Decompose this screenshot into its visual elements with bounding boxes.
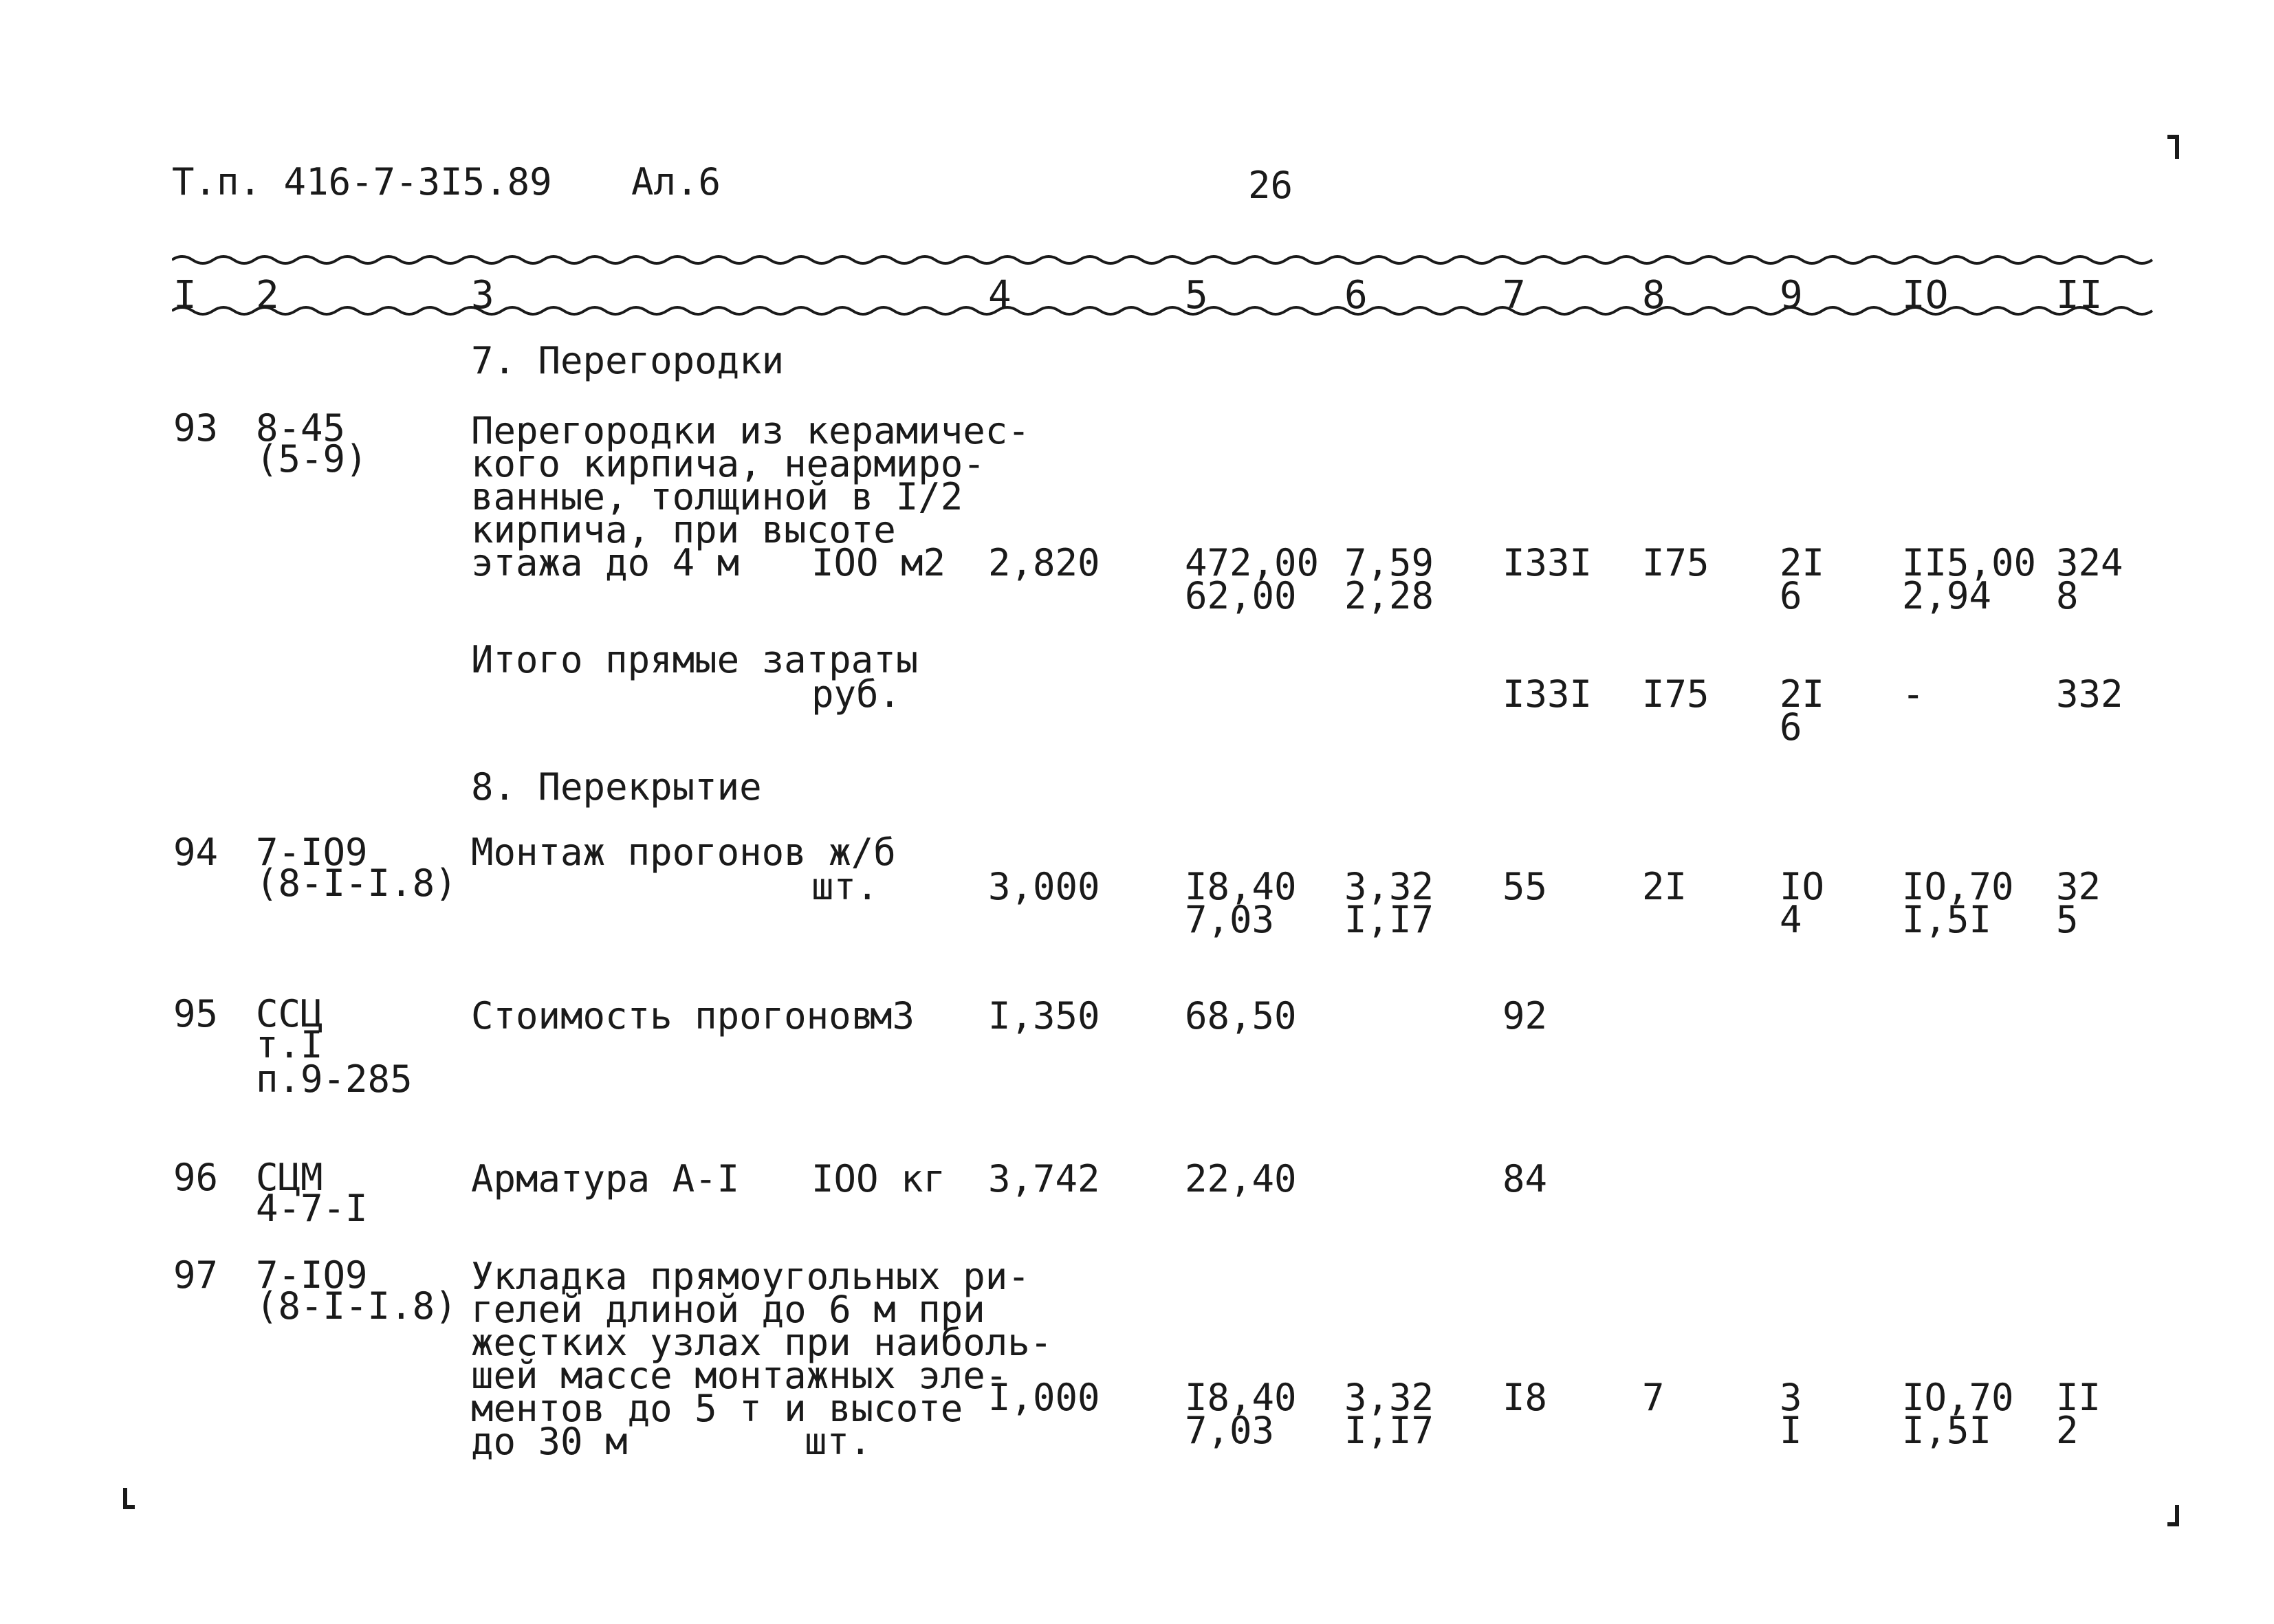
unit-cost: 22,40 <box>1185 1157 1297 1200</box>
total-machine-cost: 2I <box>1780 541 1825 584</box>
header-top-rule <box>172 248 2159 268</box>
total-wages: 2I <box>1642 865 1687 908</box>
total-labor-machinists: 5 <box>2056 898 2079 941</box>
work-description: Укладка прямоугольных ри- <box>471 1255 1030 1298</box>
total-labor: 324 <box>2056 541 2123 584</box>
subtotal-labor-cost: - <box>1902 672 1925 716</box>
unit-of-measure: шт. <box>805 1420 872 1463</box>
unit-cost: 68,50 <box>1185 994 1297 1038</box>
row-number: 97 <box>173 1253 219 1297</box>
labor-cost: IO,70 <box>1902 865 2014 908</box>
column-number: 9 <box>1780 273 1803 318</box>
norm-code: т.I <box>256 1023 323 1066</box>
labor-cost-machinists: I,5I <box>1902 1409 1992 1452</box>
work-description: ментов до 5 т и высоте <box>471 1387 963 1430</box>
quantity: I,350 <box>988 994 1100 1038</box>
total-machine-wages: 4 <box>1780 898 1802 941</box>
total-wages: I75 <box>1642 541 1709 584</box>
row-number: 96 <box>173 1156 219 1199</box>
quantity: 2,820 <box>988 541 1100 584</box>
machine-cost-wages: 2,28 <box>1344 574 1434 617</box>
total-labor-machinists: 8 <box>2056 574 2079 617</box>
work-description: Арматура А-I <box>471 1157 740 1200</box>
norm-code: СЦМ <box>256 1156 323 1199</box>
unit-of-measure: м3 <box>870 994 915 1038</box>
row-number: 93 <box>173 406 219 450</box>
subtotal-total-cost: I33I <box>1502 672 1593 716</box>
norm-code: 7-IO9 <box>256 831 368 874</box>
unit-cost: 472,00 <box>1185 541 1320 584</box>
header-bottom-rule <box>172 303 2159 323</box>
work-description: кирпича, при высоте <box>471 508 896 551</box>
work-description: Перегородки из керамичес- <box>471 409 1030 452</box>
corner-mark-bottom-right <box>2166 1502 2180 1530</box>
total-labor: II <box>2056 1376 2101 1419</box>
total-machine-wages: I <box>1780 1409 1802 1452</box>
subtotal-unit: руб. <box>811 672 901 716</box>
total-cost: 92 <box>1502 994 1548 1038</box>
column-number: 3 <box>471 273 494 318</box>
subtotal-label: Итого прямые затраты <box>471 638 919 681</box>
column-number: 5 <box>1185 273 1208 318</box>
work-description: этажа до 4 м <box>471 541 740 584</box>
total-labor: 32 <box>2056 865 2101 908</box>
quantity: 3,742 <box>988 1157 1100 1200</box>
column-number: 7 <box>1502 273 1526 318</box>
total-cost: 55 <box>1502 865 1548 908</box>
work-description: ванные, толщиной в I/2 <box>471 475 963 518</box>
labor-cost-machinists: 2,94 <box>1902 574 1992 617</box>
machine-cost: 7,59 <box>1344 541 1434 584</box>
row-number: 95 <box>173 992 219 1035</box>
row-number: 94 <box>173 831 219 874</box>
total-machine-wages: 6 <box>1780 574 1802 617</box>
album-label: Ал.6 <box>631 160 721 204</box>
work-description: жестких узлах при наиболь- <box>471 1321 1053 1364</box>
machine-cost-wages: I,I7 <box>1344 1409 1434 1452</box>
machine-cost-wages: I,I7 <box>1344 898 1434 941</box>
norm-code: (5-9) <box>256 437 368 481</box>
section-title: 8. Перекрытие <box>471 765 762 809</box>
labor-cost: II5,00 <box>1902 541 2037 584</box>
unit-cost-wages: 7,03 <box>1185 898 1275 941</box>
document-reference: Т.п. 416-7-3I5.89 <box>172 160 552 204</box>
machine-cost: 3,32 <box>1344 865 1434 908</box>
unit-of-measure: шт. <box>811 865 879 908</box>
column-number: 4 <box>988 273 1012 318</box>
total-cost: 84 <box>1502 1157 1548 1200</box>
quantity: I,000 <box>988 1376 1100 1419</box>
total-labor-machinists: 2 <box>2056 1409 2079 1452</box>
subtotal-machine-cost: 2I <box>1780 672 1825 716</box>
unit-cost-wages: 62,00 <box>1185 574 1297 617</box>
subtotal-total-labor: 332 <box>2056 672 2123 716</box>
column-number: II <box>2056 273 2103 318</box>
unit-cost: I8,40 <box>1185 1376 1297 1419</box>
norm-code: п.9-285 <box>256 1057 413 1101</box>
column-number: IO <box>1902 273 1949 318</box>
column-number: I <box>173 273 197 318</box>
norm-code: ССЦ <box>256 992 323 1035</box>
machine-cost: 3,32 <box>1344 1376 1434 1419</box>
subtotal-machine-wages: 6 <box>1780 705 1802 749</box>
work-description: Монтаж прогонов ж/б <box>471 831 896 874</box>
unit-of-measure: IOO кг <box>811 1157 946 1200</box>
corner-mark-top-right <box>2166 134 2180 162</box>
unit-of-measure: IOO м2 <box>811 541 946 584</box>
total-wages: 7 <box>1642 1376 1665 1419</box>
quantity: 3,000 <box>988 865 1100 908</box>
work-description: шей массе монтажных эле- <box>471 1354 1008 1397</box>
total-cost: I8 <box>1502 1376 1548 1419</box>
work-description: до 30 м <box>471 1420 628 1463</box>
work-description: Стоимость прогонов <box>471 994 874 1038</box>
labor-cost-machinists: I,5I <box>1902 898 1992 941</box>
column-number: 8 <box>1642 273 1665 318</box>
total-machine-cost: 3 <box>1780 1376 1802 1419</box>
unit-cost: I8,40 <box>1185 865 1297 908</box>
unit-cost-wages: 7,03 <box>1185 1409 1275 1452</box>
column-number: 2 <box>256 273 279 318</box>
section-title: 7. Перегородки <box>471 339 785 382</box>
total-cost: I33I <box>1502 541 1593 584</box>
subtotal-wages: I75 <box>1642 672 1709 716</box>
work-description: гелей длиной до 6 м при <box>471 1288 985 1331</box>
column-number: 6 <box>1344 273 1368 318</box>
norm-code: 8-45 <box>256 406 346 450</box>
work-description: кого кирпича, неармиро- <box>471 442 985 485</box>
norm-code: 7-IO9 <box>256 1253 368 1297</box>
page-number: 26 <box>1248 164 1293 207</box>
labor-cost: IO,70 <box>1902 1376 2014 1419</box>
norm-code: (8-I-I.8) <box>256 862 457 905</box>
corner-mark-bottom-left <box>122 1485 136 1513</box>
norm-code: (8-I-I.8) <box>256 1284 457 1328</box>
total-machine-cost: IO <box>1780 865 1825 908</box>
norm-code: 4-7-I <box>256 1187 368 1230</box>
